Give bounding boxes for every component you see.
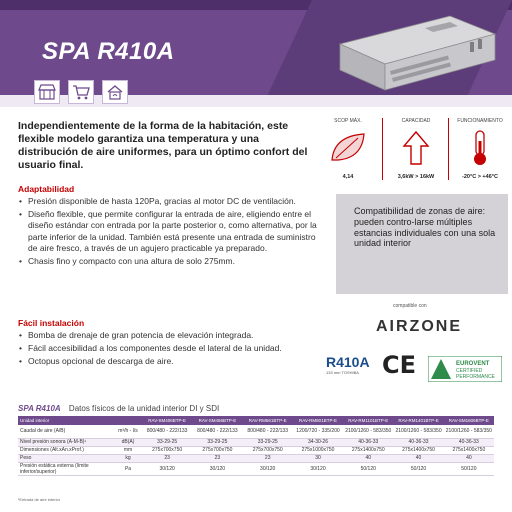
scop-label: SCOP MÁX. [334,118,362,124]
table-header-cell: RAV-RM1401BTP-E [393,416,443,425]
table-row [18,462,494,475]
table-cell: 33-29-25 [243,438,293,446]
table-cell: Presión estática externa (límite inferior/superior) [18,462,114,475]
table-header-cell: RAV-SM1606BTP-E [444,416,494,425]
table-cell: kg [114,454,142,462]
table-cell: Caudal de aire (A/B) [18,425,114,438]
list-item: • Chasis fino y compacto con una altura de solo 275mm. [18,256,318,267]
svg-text:PERFORMANCE: PERFORMANCE [456,374,495,380]
table-cell: 275x1400x750 [343,446,393,454]
table-cell: 2100/1260 - 583/350 [444,425,494,438]
house-icon [102,80,128,104]
airzone-logo: AIRZONE [376,318,462,335]
table-header-cell: RAV-SM456BTP-E [192,416,242,425]
intro-text: Independientemente de la forma de la habitación, este flexible modelo garantiza una temperatura y una distribución de aire uniformes, para un óptimo confort del usuario final. [18,120,308,171]
table-header-cell: RAV-SM406BTP-E [142,416,192,425]
table-cell: 30/120 [192,462,242,475]
table-cell: dB(A) [114,438,142,446]
svg-text:CERTIFIED: CERTIFIED [456,368,483,374]
adaptabilidad-list [18,196,318,269]
table-header-cell: RAV-RM1101BTP-E [343,416,393,425]
table-header-cell: RAV-RM561BTP-E [243,416,293,425]
table-cell: Pa [114,462,142,475]
table-cell: 33-29-25 [142,438,192,446]
scop-spec [318,118,378,180]
table-row [18,454,494,462]
spec-icons [318,118,508,188]
table-cell: 50/120 [343,462,393,475]
capacidad-value: 3,6kW > 16kW [397,174,435,180]
spec-divider-1 [382,118,383,180]
table-footnote: ¹Entrada de aire interior [18,497,61,502]
table-cell: 40 [444,454,494,462]
table-row [18,438,494,446]
table-cell: 275x700x750 [142,446,192,454]
table-cell: 800/480 - 222/133 [192,425,242,438]
r410a-label: R410A [326,354,370,370]
table-cell: 275x1400x750 [444,446,494,454]
capacidad-spec [386,118,446,180]
table-cell: 50/120 [393,462,443,475]
spec-divider-2 [448,118,449,180]
table-cell: 2100/1260 - 583/350 [343,425,393,438]
table-row [18,425,494,438]
compat-text: Compatibilidad de zonas de aire: pueden contro-larse múltiples estancias individuales con una sola unidad interior [354,206,496,249]
scop-value: 4,14 [342,174,354,180]
svg-text:EUROVENT: EUROVENT [456,361,490,367]
facil-title: Fácil instalación [18,318,85,328]
compat-small-label: compatible con [393,303,427,309]
table-header-cell: Unidad interior [18,416,114,425]
list-item: • Diseño flexible, que permite configurar la entrada de aire, eligiendo entre el diseño estándar con entrada por la parte posterior o, como alternativa, por la parte inferior de la unidad. También está presente una entrada de suministro de aire fresco, a través de un agujero practicable ya preparado. [18,209,318,254]
table-cell: 40 [343,454,393,462]
table-cell: 30/120 [293,462,343,475]
thermometer-icon [468,129,492,167]
funcionamiento-value: -20°C > +46°C [462,174,498,180]
table-cell: 1200/720 - 335/200 [293,425,343,438]
table-cell: 2100/1260 - 583/350 [393,425,443,438]
table-cell: 40 [393,454,443,462]
product-image [330,6,500,102]
list-item: • Bomba de drenaje de gran potencia de elevación integrada. [18,330,318,341]
table-title-main: SPA R410A [18,404,61,413]
table-cell: 800/480 - 222/133 [243,425,293,438]
table-cell: 34-30-26 [293,438,343,446]
funcionamiento-spec [450,118,510,180]
arrow-up-icon [401,130,431,166]
table-cell: mm [114,446,142,454]
specs-table [18,416,494,476]
table-cell: 275x1000x750 [293,446,343,454]
table-cell: 800/480 - 222/133 [142,425,192,438]
table-cell: m³/h - l/s [114,425,142,438]
table-cell: 23 [192,454,242,462]
table-title-sub: Datos físicos de la unidad interior DI y SDI [68,404,220,413]
leaf-icon [328,130,368,164]
table-cell: 275x700x750 [192,446,242,454]
cart-icon [68,80,94,104]
eurovent-logo [428,356,502,382]
table-cell: 40-36-33 [343,438,393,446]
table-cell: 33-29-25 [192,438,242,446]
table-row [18,446,494,454]
application-icons [34,80,128,104]
page-title: SPA R410A [42,38,175,65]
table-cell: 30/120 [243,462,293,475]
table-cell: Dimensiones (Alt.xAn.xProf.) [18,446,114,454]
r410a-logo [326,354,376,384]
facil-list [18,330,318,370]
list-item: • Fácil accesibilidad a los componentes desde el lateral de la unidad. [18,343,318,354]
funcionamiento-label: FUNCIONAMIENTO [457,118,503,124]
table-cell: 23 [243,454,293,462]
ce-mark: CE [382,351,417,379]
table-cell: 30 [293,454,343,462]
adaptabilidad-title: Adaptabilidad [18,184,75,194]
shop-icon [34,80,60,104]
table-cell: 275x1400x750 [393,446,443,454]
table-header-cell [114,416,142,425]
list-item: • Presión disponible de hasta 120Pa, gracias al motor DC de ventilación. [18,196,318,207]
table-cell: 40-36-33 [444,438,494,446]
capacidad-label: CAPACIDAD [401,118,431,124]
compat-box [336,194,508,294]
table-cell: 40-36-33 [393,438,443,446]
table-cell: 23 [142,454,192,462]
table-cell: 50/120 [444,462,494,475]
list-item: • Octopus opcional de descarga de aire. [18,356,318,367]
table-cell: 30/120 [142,462,192,475]
table-cell: Peso [18,454,114,462]
table-header-cell: RAV-RM801BTP-E [293,416,343,425]
table-header-row [18,416,494,425]
table-cell: 275x700x750 [243,446,293,454]
table-cell: Nivel presión sonora (A-M-B)¹ [18,438,114,446]
r410a-sub: 133 mm TOSHIBA [326,370,359,375]
table-title [18,404,219,413]
